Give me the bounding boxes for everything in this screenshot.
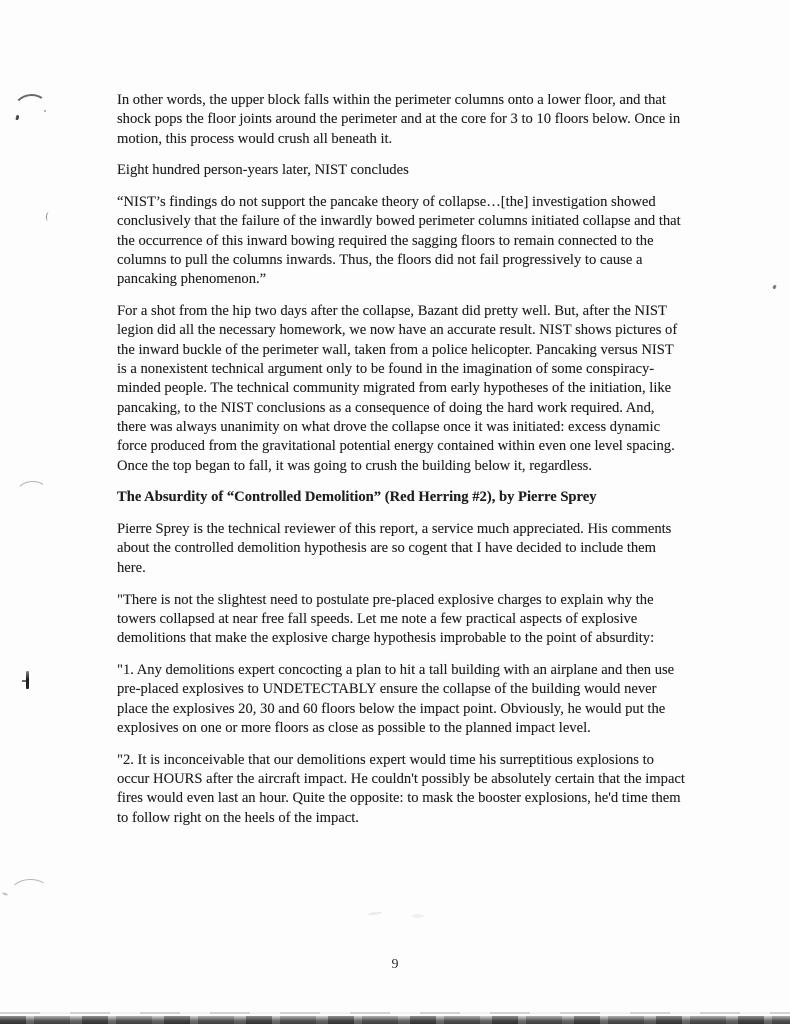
binding-shadow-comma-mark (15, 115, 19, 120)
paragraph-nist-quote: “NIST’s findings do not support the pancake theory of collapse…[the] investigation showed conclusively that the failure of the inwardly bowed perimeter columns initiated collapse and that the occurrence of this inward bowing required the sagging floors to remain connected to the columns to pull the columns inwards. Thus, the floors did not fail progressively to cause a pancaking phenomenon.” (117, 194, 681, 288)
pen-mark-tick (22, 680, 26, 682)
document-body (117, 91, 685, 840)
paragraph-upper-block: In other words, the upper block falls within the perimeter columns onto a lower floor, and that shock pops the floor joints around the perimeter and at the core for 3 to 10 floors below. Once in motion, this process would crush all beneath it. (117, 92, 681, 147)
binding-shadow-tail (2, 892, 8, 896)
binding-shadow-middle-arc (15, 480, 49, 507)
scan-smudge (368, 911, 382, 916)
margin-tick-mark (46, 212, 52, 221)
paragraph-point-2: "2. It is inconceivable that our demolitions expert would time his surreptitious explosions to occur HOURS after the aircraft impact. He couldn't possibly be absolutely certain that the impact fires would even last an hour. Quite the opposite: to mask the booster explosions, he'd time them to follow right on the heels of the impact. (117, 751, 685, 826)
paragraph-point-1: "1. Any demolitions expert concocting a plan to hit a tall building with an airplane and then use pre-placed explosives to UNDETECTABLY ensure the collapse of the building would never place the explosives 20, 30 and 60 floors below the impact point. Obviously, he would put the explosives on one or more floors as close as possible to the planned impact level. (117, 661, 675, 736)
scan-smudge (412, 914, 424, 918)
binding-shadow-bottom-arc (9, 878, 50, 907)
paragraph-no-need-explosives: "There is not the slightest need to postulate pre-placed explosive charges to explain why the towers collapsed at near free fall speeds. Let me note a few practical aspects of explosive demolitions that make the explosive charge hypothesis improbable to the point of absurdity: (117, 591, 655, 647)
paragraph-bazant-nist: For a shot from the hip two days after the collapse, Bazant did pretty well. But, after the NIST legion did all the necessary homework, we now have an accurate result. NIST shows pictures of the inward buckle of the perimeter wall, taken from a police helicopter. Pancaking versus NIST is a nonexistent technical argument only to be found in the imagination of some conspiracy-minded people. The technical community migrated from early hypotheses of the initiation, like pancaking, to the NIST conclusions as a consequence of doing the hard work required. And, there was always unanimity on what drove the collapse once it was initiated: excess dynamic force produced from the gravitational potential energy contained within even one level spacing. Once the top began to fall, it was going to crush the building below it, regardless. (117, 303, 678, 474)
paragraph-pierre-sprey-intro: Pierre Sprey is the technical reviewer of this report, a service much appreciated. His comments about the controlled demolition hypothesis are so cogent that I have decided to include them here. (117, 521, 672, 576)
scan-edge-artifact (0, 1016, 790, 1024)
section-heading: The Absurdity of “Controlled Demolition” (Red Herring #2), by Pierre Sprey (117, 489, 597, 506)
binding-shadow-top-arc (13, 92, 50, 123)
pen-mark (26, 671, 29, 689)
scan-speck (772, 285, 776, 290)
paragraph-nist-concludes-intro: Eight hundred person-years later, NIST concludes (117, 162, 409, 179)
page-number: 9 (391, 957, 399, 972)
binding-shadow-dot (44, 110, 46, 112)
scan-edge-hairline (0, 1012, 790, 1014)
